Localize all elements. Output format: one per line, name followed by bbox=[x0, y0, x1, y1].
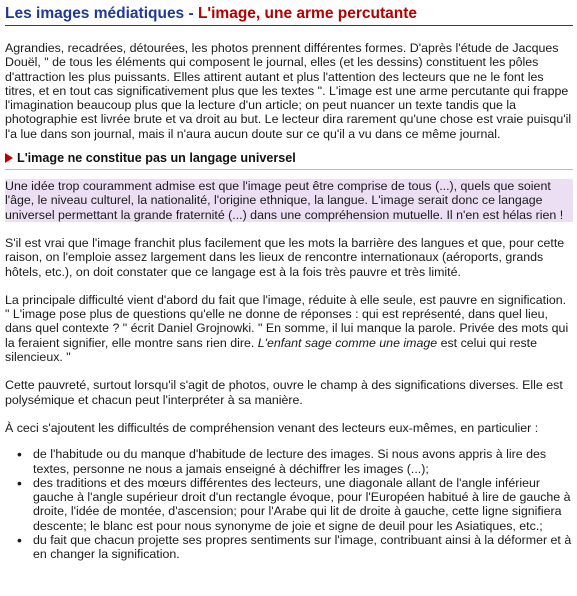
paragraph-signification-italic: L'enfant sage comme une image bbox=[257, 335, 438, 350]
page-title bbox=[5, 4, 573, 23]
intro-paragraph: Agrandies, recadrées, détourées, les photos prennent différentes formes. D'après l'étude de Jacques Douël, " de tous les éléments qui composent le journal, elles (et les dessins) constituent les pôles d'attraction les plus puissants. Elles attirent autant et plus l'attention des lecteurs que ne le font les titres, et en tout cas significativement plus que les textes ". L'image est une arme percutante qui frappe l'imagination beaucoup plus que la lecture d'un article; on peut nuancer un texte tandis que la photographie est livrée brute et va droit au but. Le lecteur dira rarement qu'une chose est vraie puisqu'il l'a lue dans son journal, mais il n'aura aucun doute sur ce qu'il a vu dans ce même journal. bbox=[5, 41, 572, 141]
paragraph-languages: S'il est vrai que l'image franchit plus facilement que les mots la barrière des langues et que, pour cette raison, on l'emploie assez largement dans les lieux de rencontre internationaux (aéroports, grands hôtels, etc.), on doit constater que ce langage est à la fois très pauvre et très limité. bbox=[5, 235, 565, 279]
difficulties-list bbox=[5, 447, 573, 561]
paragraph-signification bbox=[5, 293, 573, 364]
list-item: • des traditions et des mœurs différentes des lecteurs, une diagonale allant de l'angle inférieur gauche à l'angle supérieur droit d'un rectangle évoque, pour l'Européen habitué à lire de gauche à droite, l'idée de montée, d'ascension; pour l'Arabe qui lit de droite à gauche, cette ligne signifiera descente; le blanc est pour nous synonyme de joie et signe de deuil pour les Asiatiques, etc.; bbox=[33, 476, 573, 533]
list-item: • du fait que chacun projette ses propres sentiments sur l'image, contribuant ainsi à la déformer et à en changer la signification. bbox=[33, 533, 573, 562]
paragraph-signification-text: La principale difficulté vient d'abord du fait que l'image, réduite à elle seule, est pauvre en signification. " L'image pose plus de questions qu'elle ne donne de réponses : qui est représenté, dans quel lieu, dans quel contexte ? " écrit Daniel Grojnowki. " En somme, il lui manque la parole. Privée des mots qui la feraient signifier, elle montre sans rien dire. bbox=[5, 292, 569, 350]
section-heading bbox=[5, 150, 573, 166]
section-heading-text: L'image ne constitue pas un langage universel bbox=[17, 151, 296, 166]
section-divider bbox=[5, 169, 573, 170]
title-divider bbox=[5, 25, 573, 26]
paragraph-difficulties: À ceci s'ajoutent les difficultés de compréhension venant des lecteurs eux-mêmes, en particulier : bbox=[5, 420, 539, 435]
title-separator: - bbox=[184, 5, 198, 22]
arrow-right-icon bbox=[5, 153, 13, 163]
title-section: Les images médiatiques bbox=[5, 5, 185, 22]
list-item: • de l'habitude ou du manque d'habitude de lecture des images. Si nous avons appris à lire des textes, personne ne nous a jamais enseigné à déchiffrer les images (...); bbox=[33, 447, 573, 476]
paragraph-polysemy: Cette pauvreté, surtout lorsqu'il s'agit de photos, ouvre le champ à des significations diverses. Elle est polysémique et chacun peut l'interpréter à sa manière. bbox=[5, 378, 563, 407]
paragraph-signification-tail: est celui qui reste silencieux. " bbox=[5, 335, 538, 365]
highlighted-paragraph: Une idée trop couramment admise est que l'image peut être comprise de tous (...), quels que soient l'âge, le niveau culturel, la nationalité, l'origine ethnique, la langue. L'image serait donc ce langage universel permettant la grande fraternité (...) dans une compréhension mutuelle. Il n'en est hélas rien ! bbox=[5, 179, 573, 222]
title-subject: L'image, une arme percutante bbox=[197, 5, 417, 22]
